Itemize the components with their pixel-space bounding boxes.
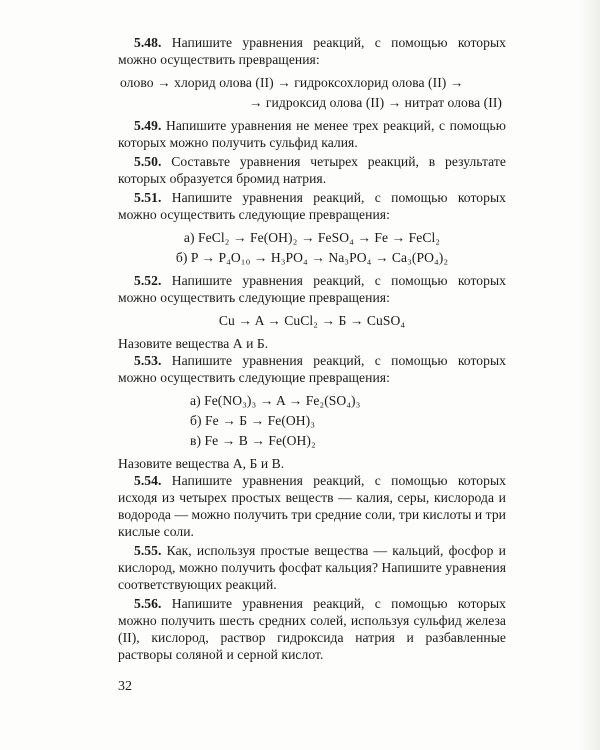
- formula-line: б) Fe → Б → Fe(OH)₃: [190, 413, 315, 428]
- problem-text: Составьте уравнения четырех реакций, в результате которых образуется бромид натрия.: [118, 154, 506, 186]
- problem-5-54: [118, 472, 506, 540]
- problem-5-56: [118, 595, 506, 663]
- problem-number: 5.53.: [134, 353, 162, 368]
- problem-text: Напишите уравнения реакций, с помощью которых можно получить шесть средних солей, используя сульфид железа (II), кислород, раствор гидроксида натрия и разбавленные растворы соляной и серной кислот.: [118, 596, 507, 662]
- formula-line: а) Fe(NO₃)₃ → A → Fe₂(SO₄)₃: [190, 393, 361, 408]
- problem-number: 5.49.: [134, 118, 162, 133]
- page-number: 32: [118, 679, 132, 694]
- problem-number: 5.51.: [134, 190, 162, 205]
- problem-text: Напишите уравнения реакций, с помощью которых исходя из четырех простых веществ — калия, серы, кислорода и водорода — можно получить три средние соли, три кислоты и три кислые соли.: [118, 473, 507, 539]
- formula-line: в) Fe → В → Fe(OH)₂: [190, 433, 316, 448]
- problem-5-51: [118, 189, 506, 223]
- formula-line: Cu → A → CuCl₂ → Б → CuSO₄: [218, 313, 406, 328]
- formula-line: → гидроксид олова (II) → нитрат олова (II): [248, 95, 502, 110]
- page-text-block: [118, 34, 506, 663]
- problem-5-52: [118, 272, 506, 306]
- problem-note: Назовите вещества А, Б и В.: [118, 456, 285, 471]
- problem-number: 5.54.: [134, 473, 162, 488]
- problem-number: 5.52.: [134, 273, 162, 288]
- problem-5-50: [118, 153, 506, 187]
- problem-text: Напишите уравнения реакций, с помощью которых можно осуществить следующие превращения:: [118, 190, 507, 222]
- problem-5-53: [118, 352, 506, 386]
- problem-text: Напишите уравнения не менее трех реакций, с помощью которых можно получить сульфид калия.: [118, 118, 506, 150]
- formula-line: б) P → P₄O₁₀ → H₃PO₄ → Na₃PO₄ → Ca₃(PO₄)₂: [175, 250, 449, 265]
- problem-number: 5.50.: [134, 154, 162, 169]
- formula-line: олово → хлорид олова (II) → гидроксохлорид олова (II) →: [120, 75, 464, 90]
- problem-text: Напишите уравнения реакций, с помощью которых можно осуществить превращения:: [118, 35, 507, 67]
- problem-5-48: [118, 34, 506, 68]
- problem-5-49: [118, 117, 506, 151]
- problem-note: Назовите вещества А и Б.: [118, 336, 269, 351]
- page-edge-shadow: [578, 0, 600, 750]
- formula-line: а) FeCl₂ → Fe(OH)₂ → FeSO₄ → Fe → FeCl₂: [183, 230, 441, 245]
- problem-text: Как, используя простые вещества — кальций, фосфор и кислород, можно получить фосфат кальция? Напишите уравнения соответствующих реакций.: [118, 543, 506, 592]
- problem-text: Напишите уравнения реакций, с помощью которых можно осуществить следующие превращения:: [118, 353, 507, 385]
- problem-number: 5.56.: [134, 596, 162, 611]
- problem-5-55: [118, 542, 506, 593]
- problem-number: 5.48.: [134, 35, 162, 50]
- problem-text: Напишите уравнения реакций, с помощью которых можно осуществить следующие превращения:: [118, 273, 507, 305]
- problem-number: 5.55.: [134, 543, 162, 558]
